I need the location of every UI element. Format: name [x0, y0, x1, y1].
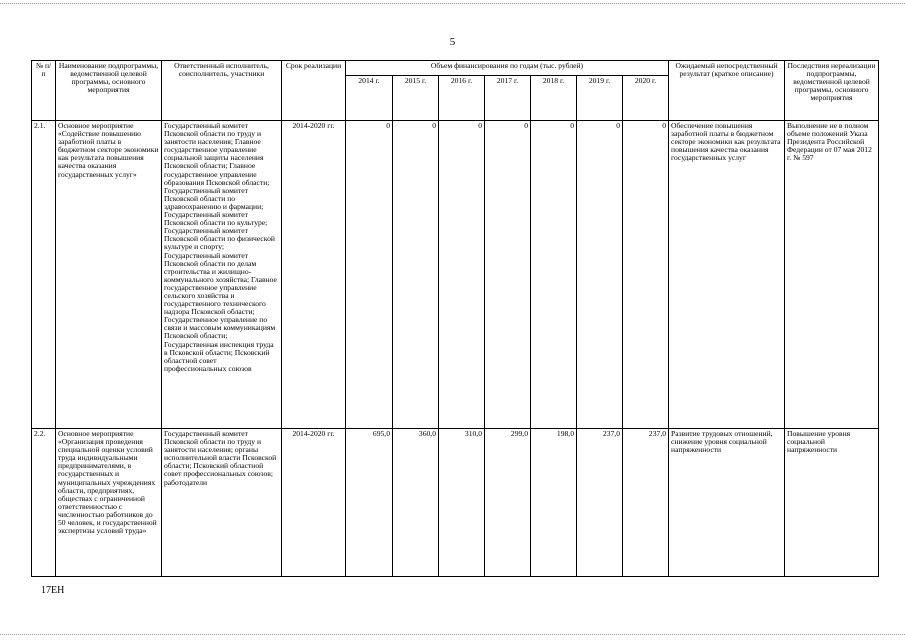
row-value: 198,0 — [531, 429, 577, 577]
program-table — [31, 60, 879, 577]
header-year: 2019 г. — [577, 76, 623, 121]
header-term: Срок реализации — [282, 61, 346, 121]
row-value: 0 — [393, 121, 439, 429]
table-row — [32, 121, 879, 429]
header-num: № п/п — [32, 61, 56, 121]
row-value: 0 — [577, 121, 623, 429]
header-year: 2014 г. — [346, 76, 393, 121]
scan-edge-top — [0, 3, 905, 4]
table-row — [32, 429, 879, 577]
header-row — [32, 61, 879, 76]
header-consequences: Последствия нереализации подпрограммы, ведомственной целевой программы, основного мероприятия — [785, 61, 879, 121]
header-executor: Ответственный исполнитель, соисполнитель, участники — [162, 61, 282, 121]
header-funding: Объем финансирования по годам (тыс. рублей) — [346, 61, 669, 76]
row-term: 2014-2020 гг. — [282, 121, 346, 429]
row-result: Обеспечение повышения заработной платы в бюджетном секторе экономики как результата повышения качества оказания государственных услуг — [669, 121, 785, 429]
row-executor: Государственный комитет Псковской области по труду и занятости населения; Главное государственное управление социальной защиты населения Псковской области; Главное государственное управление образования Псковской области; Государственный комитет Псковской области по здравоохранению и фармации; Государственный комитет Псковской области по культуре; Государственный комитет Псковской области по физической культуре и спорту; Государственный комитет Псковской области по делам строительства и жилищно-коммунального хозяйства; Главное государственное управление сельского хозяйства и государственного технического надзора Псковской области; Государственное управление по связи и массовым коммуникациям Псковской области; Государственная инспекция труда в Псковской области; Псковский областной совет профессиональных союзов — [162, 121, 282, 429]
footer-code: 17ЕН — [41, 585, 65, 596]
header-year: 2018 г. — [531, 76, 577, 121]
header-result: Ожидаемый непосредственный результат (краткое описание) — [669, 61, 785, 121]
row-name: Основное мероприятие «Содействие повышению заработной платы в бюджетном секторе экономики как результата повышения качества оказания государственных услуг» — [56, 121, 162, 429]
row-num: 2.1. — [32, 121, 56, 429]
row-value: 0 — [439, 121, 485, 429]
row-name: Основное мероприятие «Организация проведения специальной оценки условий труда индивидуальными предпринимателями, в государственных и муниципальных учреждениях области, предприятиях, обществах с ограниченной ответственностью с численностью работников до 50 человек, и государственной экспертизы условий труда» — [56, 429, 162, 577]
header-name: Наименование подпрограммы, ведомственной целевой программы, основного мероприятия — [56, 61, 162, 121]
row-value: 0 — [531, 121, 577, 429]
row-value: 360,0 — [393, 429, 439, 577]
row-result: Развитие трудовых отношений, снижение уровня социальной напряженности — [669, 429, 785, 577]
page-number: 5 — [449, 36, 456, 48]
header-year: 2020 г. — [623, 76, 669, 121]
scan-edge-bottom — [0, 634, 905, 635]
row-value: 0 — [485, 121, 531, 429]
row-value: 695,0 — [346, 429, 393, 577]
row-value: 0 — [346, 121, 393, 429]
row-value: 299,0 — [485, 429, 531, 577]
header-year: 2015 г. — [393, 76, 439, 121]
row-value: 237,0 — [577, 429, 623, 577]
row-consequences: Повышение уровня социальной напряженности — [785, 429, 879, 577]
row-value: 310,0 — [439, 429, 485, 577]
header-year: 2016 г. — [439, 76, 485, 121]
row-consequences: Выполнение не в полном объеме положений Указа Президента Российской Федерации от 07 мая 2012 г. № 597 — [785, 121, 879, 429]
row-executor: Государственный комитет Псковской области по труду и занятости населения; органы исполнительной власти Псковской области; Псковский областной совет профессиональных союзов; работодатели — [162, 429, 282, 577]
header-year: 2017 г. — [485, 76, 531, 121]
row-value: 0 — [623, 121, 669, 429]
row-num: 2.2. — [32, 429, 56, 577]
row-value: 237,0 — [623, 429, 669, 577]
row-term: 2014-2020 гг. — [282, 429, 346, 577]
